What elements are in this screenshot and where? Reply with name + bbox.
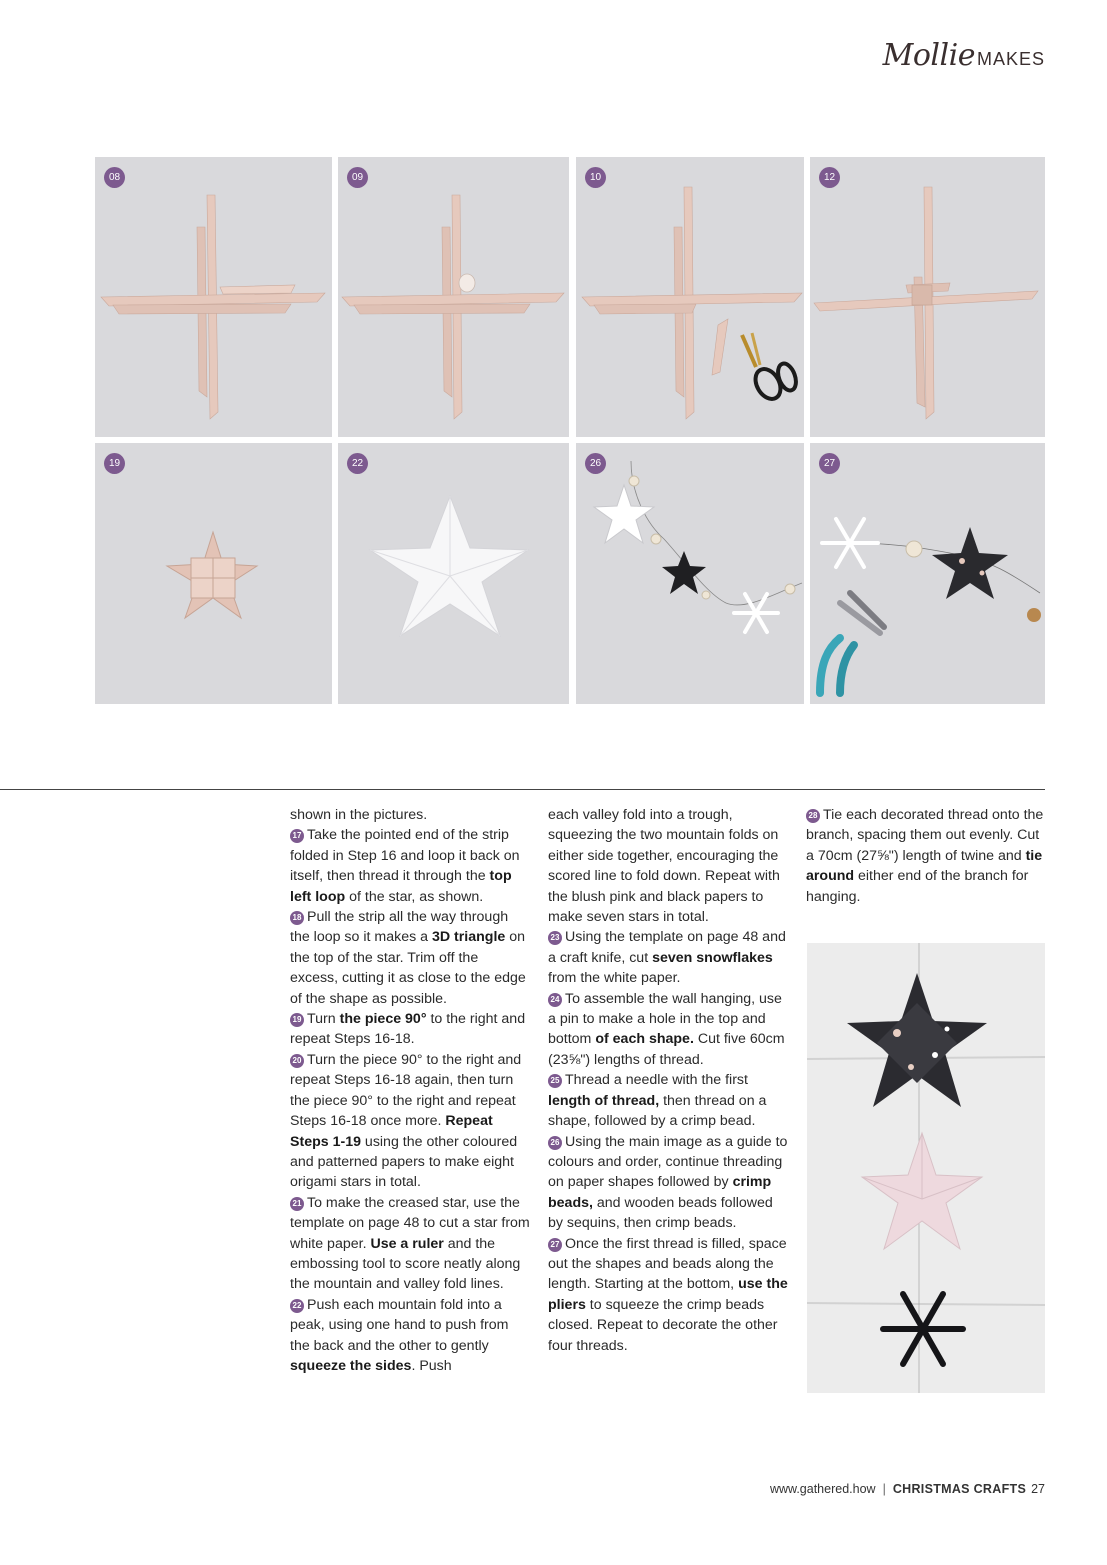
step-badge: 09	[347, 167, 368, 188]
step-photo-10	[576, 157, 804, 437]
step-number: 21	[290, 1197, 304, 1211]
step-23: 23 Using the template on page 48 and a craft knife, cut seven snowflakes from the white paper.	[548, 929, 786, 987]
step-badge: 08	[104, 167, 125, 188]
step-number: 22	[290, 1299, 304, 1313]
step-18: 18 Pull the strip all the way through the loop so it makes a 3D triangle on the top of the star. Trim off the excess, cutting it as close to the edge of the shape as possible.	[290, 909, 526, 1007]
masthead-script: Mollie	[882, 38, 975, 73]
paper-strip-scissors-icon	[576, 157, 804, 437]
footer-section: CHRISTMAS CRAFTS	[892, 1482, 1027, 1496]
star-garland-icon	[576, 443, 804, 704]
text-column-1	[290, 805, 530, 1376]
step-number: 27	[548, 1238, 562, 1252]
step-photo-22	[338, 443, 569, 704]
step-number: 24	[548, 993, 562, 1007]
step-number: 25	[548, 1074, 562, 1088]
step-22: 22 Push each mountain fold into a peak, using one hand to push from the back and the other to gently squeeze the sides. Push	[290, 1296, 509, 1374]
step-badge: 26	[585, 453, 606, 474]
step-24: 24 To assemble the wall hanging, use a pin to make a hole in the top and bottom of each shape. Cut five 60cm (23⅝") lengths of thread.	[548, 990, 785, 1068]
step-26: 26 Using the main image as a guide to colours and order, continue threading on paper shapes followed by crimp beads, and wooden beads followed by sequins, then crimp beads.	[548, 1133, 788, 1232]
step-number: 18	[290, 911, 304, 925]
step-number: 28	[806, 809, 820, 823]
section-divider	[0, 789, 1045, 790]
text-column-2	[548, 805, 788, 1356]
step-number: 17	[290, 829, 304, 843]
step-badge: 10	[585, 167, 606, 188]
pink-origami-star-icon	[95, 443, 332, 704]
footer-separator: |	[882, 1482, 886, 1496]
pliers-garland-icon	[810, 443, 1045, 704]
white-3d-star-icon	[338, 443, 569, 704]
step-19: 19 Turn the piece 90° to the right and repeat Steps 16-18.	[290, 1011, 526, 1048]
step-photo-26	[576, 443, 804, 704]
step-badge: 27	[819, 453, 840, 474]
step-photo-09	[338, 157, 569, 437]
step-25: 25 Thread a needle with the first length of thread, then thread on a shape, followed by a crimp bead.	[548, 1072, 767, 1130]
col1-intro: shown in the pictures.	[290, 807, 428, 823]
col2-intro: each valley fold into a trough, squeezing the two mountain folds on either side together, encouraging the scored line to fold down. Repeat with the blush pink and black papers to make seven stars in total.	[548, 807, 780, 926]
page-number: 27	[1031, 1482, 1045, 1496]
step-number: 20	[290, 1054, 304, 1068]
paper-strip-cross-icon	[95, 157, 332, 437]
step-20: 20 Turn the piece 90° to the right and repeat Steps 16-18 again, then turn the piece 90° to the right and repeat Steps 16-18 once more. Repeat Steps 1-19 using the other coloured and patterned papers to make eight origami stars in total.	[290, 1051, 522, 1191]
step-21: 21 To make the creased star, use the template on page 48 to cut a star from white paper. Use a ruler and the embossing tool to score neatly along the mountain and valley fold lines.	[290, 1194, 530, 1293]
step-badge: 12	[819, 167, 840, 188]
masthead-caps: MAKES	[976, 49, 1045, 69]
step-photo-27	[810, 443, 1045, 704]
masthead-logo	[883, 38, 1045, 73]
step-photo-19	[95, 443, 332, 704]
step-17: 17 Take the pointed end of the strip folded in Step 16 and loop it back on itself, then thread it through the top left loop of the star, as shown.	[290, 827, 520, 905]
finished-hanging-photo	[807, 943, 1045, 1393]
paper-strip-cross-icon	[338, 157, 569, 437]
hanging-stars-snowflake-icon	[807, 943, 1045, 1393]
step-28: 28 Tie each decorated thread onto the branch, spacing them out evenly. Cut a 70cm (27⅝") length of twine and tie around either end of the branch for hanging.	[806, 807, 1044, 905]
step-number: 23	[548, 931, 562, 945]
step-photo-12	[810, 157, 1045, 437]
step-27: 27 Once the first thread is filled, space out the shapes and beads along the length. Starting at the bottom, use the pliers to squeeze the crimp beads closed. Repeat to decorate the other four threads.	[548, 1235, 788, 1354]
page-footer	[770, 1482, 1045, 1496]
step-photo-08	[95, 157, 332, 437]
step-badge: 22	[347, 453, 368, 474]
step-badge: 19	[104, 453, 125, 474]
step-number: 26	[548, 1136, 562, 1150]
step-number: 19	[290, 1013, 304, 1027]
text-column-3	[806, 805, 1046, 907]
paper-strip-woven-icon	[810, 157, 1045, 437]
footer-url: www.gathered.how	[769, 1482, 876, 1496]
